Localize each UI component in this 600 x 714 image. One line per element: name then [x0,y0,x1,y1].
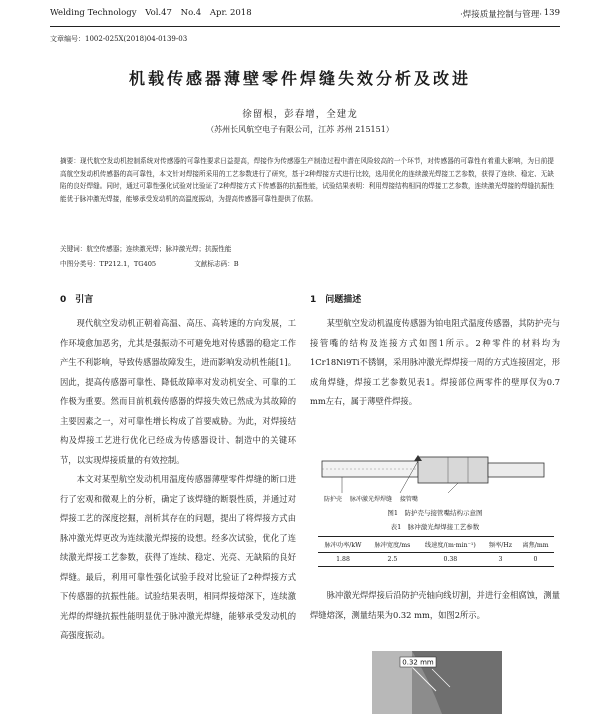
keywords: 关键词：航空传感器；连续激光焊；脉冲激光焊；抗振性能 [60,245,232,253]
header-divider [50,26,560,27]
journal-volume: Vol.47 [145,8,172,18]
problem-paragraph-2: 脉冲激光焊焊接后沿防护壳轴向线切割，并进行金相腐蚀，测量焊缝熔深，测量结果为0.32 mm，如图2所示。 [310,590,560,620]
section-0-body [60,314,296,646]
table-header-cell: 离焦/mm [517,537,554,553]
label-protective-shell: 防护壳 [324,496,343,503]
nozzle-body-shape [418,457,488,483]
intro-paragraph-1: 现代航空发动机正朝着高温、高压、高转速的方向发展，工作环境愈加恶劣，尤其是强振动不可避免地对传感器的稳定工作产生不利影响，导致传感器故障发生，进而影响发动机性能[1]。因此，提高传感器可靠性、降低故障率对发动机安全、可靠的工作极为重要。然而目前机载传感器的焊接失效已然成为其故障的主要因素之一，对可靠性增长构成了首要威胁。为此，对焊接结构及焊接工艺进行优化已经成为传感器设计、制造中的关键环节，以实现焊接质量的有效控制。 [60,318,296,465]
clc-number: 中图分类号：TP212.1，TG405 [60,260,157,268]
journal-issue: No.4 [180,8,202,18]
figure-1-caption: 图1 防护壳与接管嘴结构示意图 [387,509,483,517]
authors: 徐留根，彭春增，全建龙 [242,109,358,120]
weld-cross-section-image [372,651,502,714]
label-nozzle: 接管嘴 [399,496,418,503]
table-cell: 0 [517,553,554,567]
abstract: 摘要：现代航空发动机控制系统对传感器的可靠性要求日益提高，焊接作为传感器生产制造过程中潜在风险较高的一个环节，对传感器的可靠性有着重大影响，为日前提高航空发动机传感器的高可靠性，本文针对焊接所采用的工艺参数进行了研究，基于2种焊接方式进行比较，选用优化的连续激光焊接工艺参数，获得了连续、稳定、无缺陷的良好焊缝。同时，通过可靠性强化试验对比验证了2种焊接方式下传感器的抗振性能，试验结果表明：利用焊接结构相同的焊接工艺参数，连续激光焊接的焊缝抗振性能优于脉冲激光焊接，能够承受发动机的高温度振动，为提高传感器可靠性提供了依据。 [60,157,554,203]
figure-2-micrograph [372,651,502,714]
table-1-caption: 表1 脉冲激光焊焊接工艺参数 [390,523,480,531]
table-cell: 2.5 [368,553,417,567]
page-number: 139 [543,8,560,18]
section-1-paragraph-1 [310,314,560,412]
section-1-heading: 1 问题描述 [310,295,362,305]
intro-paragraph-2: 本文对某型航空发动机用温度传感器薄壁零件焊缝的断口进行了宏观和微观上的分析，确定了该焊缝的断裂性质，并通过对焊接工艺的深度挖掘，剖析其存在的问题，提出了将焊接方式由脉冲激光焊更改为连续激光焊接的设想。经多次试验，优化了连续激光焊接工艺参数，获得了连续、稳定、光亮、无缺陷的良好焊缝。最后，利用可靠性强化试验手段对比验证了2种焊接方式下传感器的抗振性能。试验结果表明，相同焊接熔深下，连续激光焊的焊缝抗振性能明显优于脉冲激光焊缝，能够承受发动机的高强度振动。 [60,474,296,640]
problem-paragraph-1: 某型航空发动机温度传感器为铂电阻式温度传感器，其防护壳与接管嘴的结构及连接方式如图1所示。2种零件的材料均为1Cr18Ni9Ti不锈钢，采用脉冲激光焊焊接一周的方式连接固定，形成角焊缝，焊接工艺参数见表1。焊接部位两零件的壁厚仅为0.7 mm左右，属于薄壁件焊接。 [310,318,560,406]
paper-title: 机载传感器薄壁零件焊缝失效分析及改进 [128,69,471,88]
section-label: ·焊接质量控制与管理· [460,10,542,20]
table-cell: 3 [484,553,517,567]
classification-line [60,258,275,268]
table-1 [318,536,554,567]
section-0-heading: 0 引言 [60,295,94,305]
figure-1-diagram [318,455,548,503]
article-reference: 文章编号：1002-025X(2018)04-0139-03 [50,35,188,43]
table-header-cell: 脉冲功率/kW [318,537,368,553]
table-header-cell: 脉冲宽度/ms [368,537,417,553]
table-cell: 0.38 [417,553,484,567]
table-header-row [318,537,554,553]
table-row [318,553,554,567]
measurement-label: 0.32 mm [402,658,434,667]
table-header-cell: 频率/Hz [484,537,517,553]
running-header [50,8,560,22]
affiliation: （苏州长风航空电子有限公司，江苏 苏州 215151） [206,125,394,134]
table-header-cell: 线速度/(m·min⁻¹) [417,537,484,553]
process-parameter-table [318,536,554,567]
document-code: 文献标志码：B [194,260,239,268]
table-cell: 1.88 [318,553,368,567]
journal-name: Welding Technology [50,8,137,18]
section-1-paragraph-2 [310,586,560,625]
nozzle-tail-shape [488,463,544,477]
label-pulse-weld: 脉冲激光焊焊缝 [349,496,392,503]
journal-date: Apr. 2018 [209,8,252,18]
